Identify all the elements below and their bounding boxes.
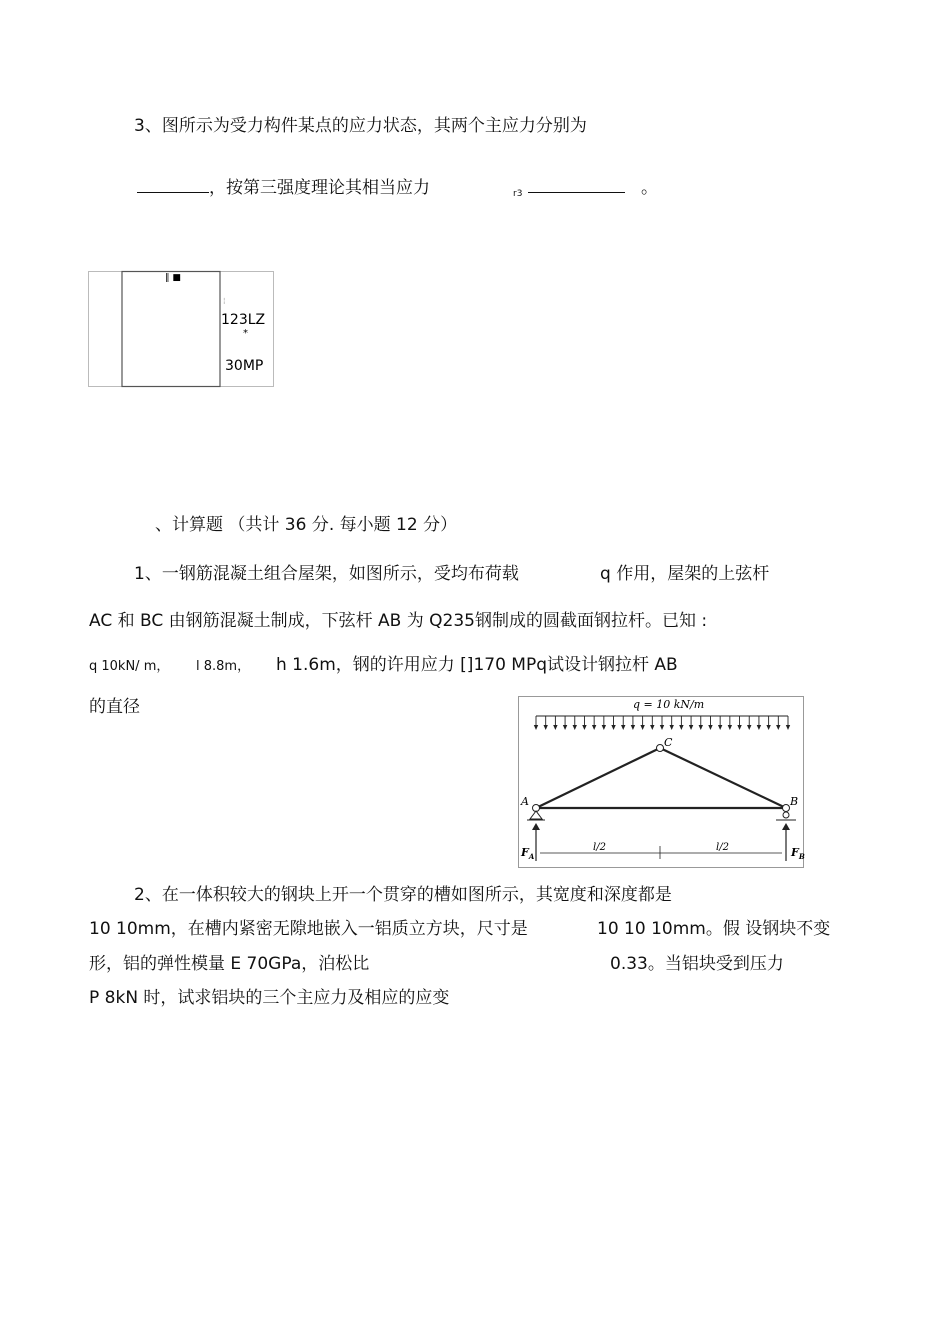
node-c: [657, 745, 664, 752]
p1-line3b: l 8.8m，: [196, 659, 251, 674]
node-b: [783, 805, 790, 812]
q3-line2: [137, 178, 430, 198]
element-square: [122, 272, 220, 387]
label-a: A: [521, 795, 529, 808]
sigma-r3-subscript: r3: [513, 189, 523, 199]
figure-label-123lz: 123LZ: [221, 312, 266, 328]
figure-star: *: [243, 328, 248, 339]
truss-figure: [518, 696, 804, 868]
answer-blank-1[interactable]: [137, 178, 209, 193]
label-fb: $F_B$: [791, 846, 805, 861]
label-b: B: [790, 795, 799, 808]
label-fa: $F_A$: [521, 846, 535, 861]
load-label: q = 10 kN/m: [633, 698, 705, 711]
support-b-icon: [783, 812, 789, 818]
figure-mark-small: ¦: [223, 297, 226, 305]
p2-line1: 2、在一体积较大的钢块上开一个贯穿的槽如图所示，其宽度和深度都是: [134, 885, 672, 905]
q3-line2-text: ，按第三强度理论其相当应力: [209, 178, 430, 198]
dim-left-label: l/2: [593, 842, 606, 853]
figure-mark-top: ‖ ■: [165, 273, 181, 283]
p1-line4: 的直径: [89, 697, 140, 717]
p1-line1a: 1、一钢筋混凝土组合屋架，如图所示，受均布荷载: [134, 564, 519, 584]
answer-blank-2-wrap: [528, 178, 625, 198]
stress-state-figure: [88, 271, 274, 387]
p2-line2a: 10 10mm，在槽内紧密无隙地嵌入一铝质立方块，尺寸是: [89, 919, 528, 939]
p2-line3a: 形，铝的弹性模量 E 70GPa，泊松比: [89, 954, 370, 974]
p2-line4: P 8kN 时，试求铝块的三个主应力及相应的应变: [89, 988, 450, 1008]
p1-line2: AC 和 BC 由钢筋混凝土制成，下弦杆 AB 为 Q235钢制成的圆截面钢拉杆。已知 :: [89, 611, 708, 631]
p2-line3b: 0.33。当铝块受到压力: [610, 954, 784, 974]
answer-blank-2[interactable]: [528, 178, 625, 193]
label-c: C: [664, 736, 673, 749]
figure-label-30mp: 30MP: [225, 358, 264, 374]
q3-end-mark: 。: [641, 178, 658, 198]
q3-line1: 3、图所示为受力构件某点的应力状态，其两个主应力分别为: [134, 116, 587, 136]
p2-line2b: 10 10 10mm。假 设钢块不变: [597, 919, 831, 939]
dim-right-label: l/2: [716, 842, 729, 853]
section-heading: 、计算题 （共计 36 分. 每小题 12 分）: [155, 515, 458, 535]
p1-line3a: q 10kN/ m，: [89, 659, 170, 674]
p1-line1b: q 作用，屋架的上弦杆: [600, 564, 770, 584]
figure-frame: [519, 697, 804, 868]
p1-line3c: h 1.6m，钢的许用应力 []170 MPq试设计钢拉杆 AB: [276, 655, 678, 675]
